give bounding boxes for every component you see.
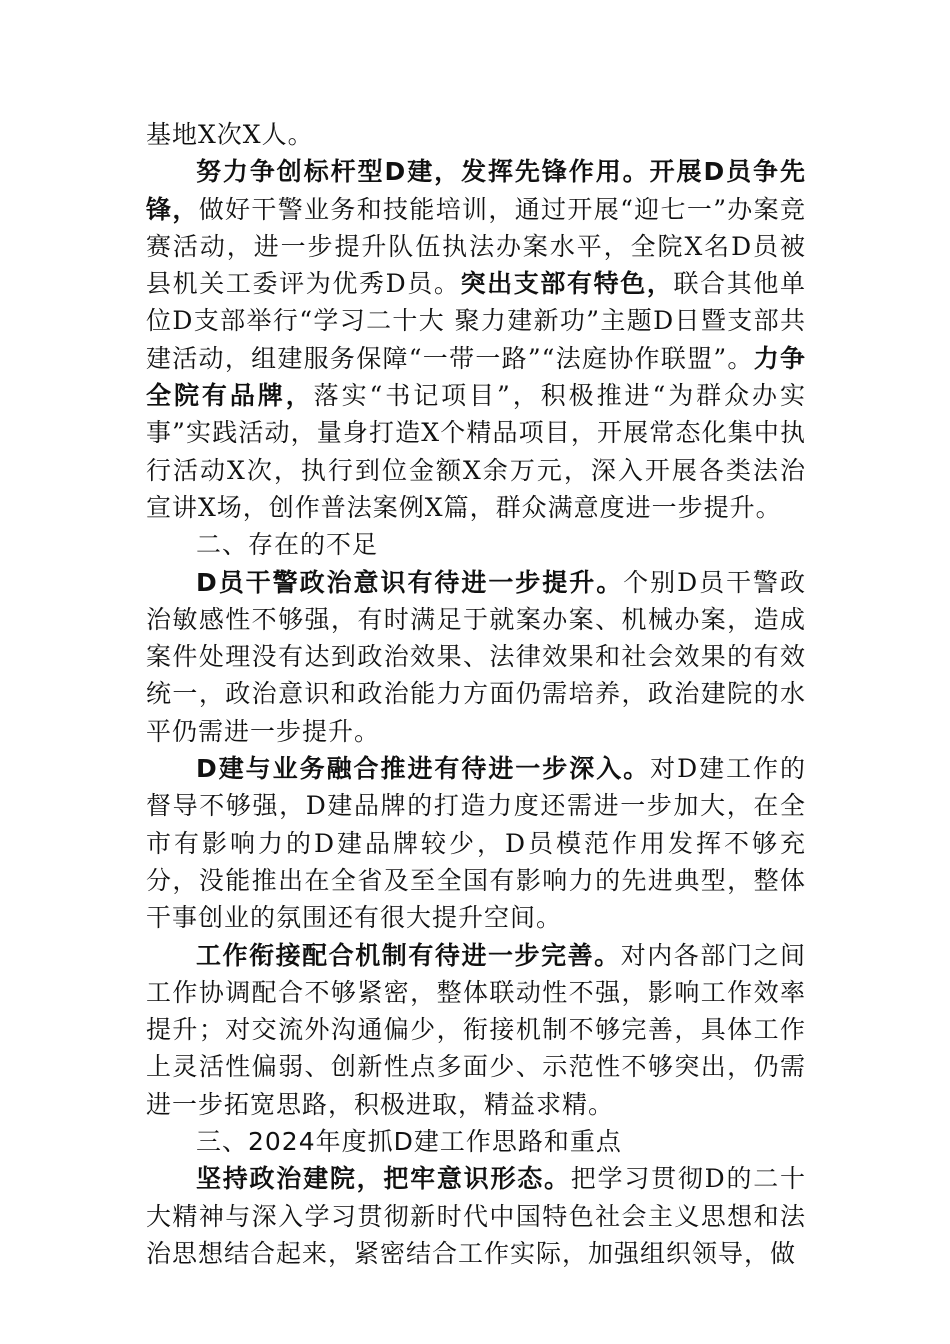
paragraph-coordination	[146, 937, 806, 1123]
text-run: 把学习贯彻D的二十大精神与深入学习贯彻新时代中国特色社会主义思想和法治思想结合起来，紧密结合工作实际，加强组织领导，做	[146, 1164, 806, 1268]
bold-lead-text: 努力争创标杆型D建，发挥先锋作用。开展D员争先锋，	[146, 157, 806, 224]
bold-lead-text: 坚持政治建院，把牢意识形态。	[196, 1164, 571, 1194]
text-run: 对D建工作的督导不够强，D建品牌的打造力度还需进一步加大，在全市有影响力的D建品牌较少，D员模范作用发挥不够充分，没能推出在全省及至全国有影响力的先进典型，整体干事创业的氛围还有很大提升空间。	[146, 754, 807, 933]
heading-text: 二、存在的不足	[196, 530, 379, 560]
bold-lead-text: 力争全院有品牌，	[146, 343, 806, 411]
document-page	[146, 116, 806, 1272]
bold-lead-text: 突出支部有特色，	[460, 269, 674, 299]
text-run: 基地X次X人。	[146, 120, 314, 149]
text-run: 对内各部门之间工作协调配合不够紧密，整体联动性不强，影响工作效率提升；对交流外沟通偏少，衔接机制不够完善，具体工作上灵活性偏弱、创新性点多面少、示范性不够突出，仍需进一步拓宽思路，积极进取，精益求精。	[146, 940, 806, 1119]
section-heading-plan	[146, 1123, 806, 1160]
text-run: 联合其他单位D支部举行“学习二十大 聚力建新功”主题D日暨支部共建活动，组建服务保障“一带一路”“法庭协作联盟”。	[146, 269, 806, 373]
paragraph-political-awareness	[146, 564, 806, 750]
paragraph-business-integration	[146, 750, 806, 936]
section-heading-shortcomings	[146, 526, 806, 563]
heading-text: 三、2024年度抓D建工作思路和重点	[196, 1127, 622, 1157]
bold-lead-text: 工作衔接配合机制有待进一步完善。	[196, 940, 621, 970]
text-run: 落实“书记项目”，积极推进“为群众办实事”实践活动，量身打造X个精品项目，开展常态化集中执行活动X次，执行到位金额X余万元，深入开展各类法治宣讲X场，创作普法案例X篇，群众满意度进一步提升。	[146, 381, 806, 522]
paragraph-political-building	[146, 1160, 806, 1272]
paragraph-party-building	[146, 153, 806, 526]
bold-lead-text: D员干警政治意识有待进一步提升。	[196, 567, 624, 597]
text-run: 做好干警业务和技能培训，通过开展“迎七一”办案竞赛活动，进一步提升队伍执法办案水平，全院X名D员被县机关工委评为优秀D员。	[146, 194, 806, 299]
text-run: 个别D员干警政治敏感性不够强，有时满足于就案办案、机械办案，造成案件处理没有达到政治效果、法律效果和社会效果的有效统一，政治意识和政治能力方面仍需培养，政治建院的水平仍需进一步提升。	[146, 567, 806, 746]
bold-lead-text: D建与业务融合推进有待进一步深入。	[196, 754, 651, 784]
paragraph-continuation	[146, 116, 806, 153]
